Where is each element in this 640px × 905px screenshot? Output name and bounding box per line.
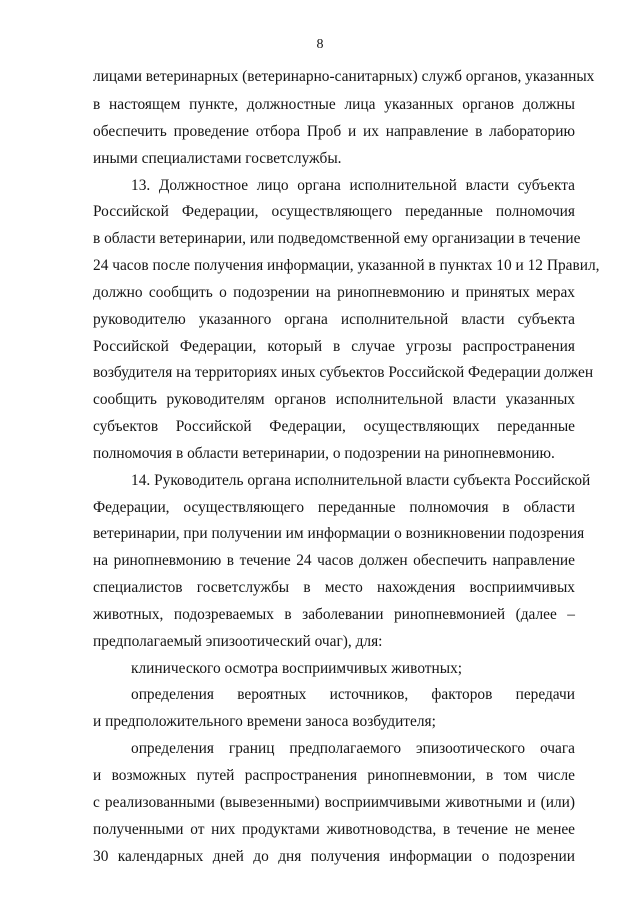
- text-line: в области ветеринарии, или подведомственной ему организации в течение: [93, 230, 581, 247]
- text-line: полномочия в области ветеринарии, о подозрении на ринопневмонию.: [93, 445, 555, 462]
- text-line: 24 часов после получения информации, указанной в пунктах 10 и 12 Правил,: [93, 257, 600, 274]
- text-line: полученными от них продуктами животноводства, в течение не менее: [93, 821, 575, 838]
- list-item-boundaries-first-line: определения границ предполагаемого эпизоотического очага: [131, 740, 575, 757]
- text-line: Российской Федерации, осуществляющего переданные полномочия: [93, 203, 575, 220]
- text-line: специалистов госветслужбы в место нахождения восприимчивых: [93, 579, 575, 596]
- text-line: возбудителя на территориях иных субъектов Российской Федерации должен: [93, 364, 594, 381]
- text-line: лицами ветеринарных (ветеринарно-санитарных) служб органов, указанных: [93, 68, 595, 85]
- text-line: на ринопневмонию в течение 24 часов должен обеспечить направление: [93, 552, 575, 569]
- paragraph-14-first-line: 14. Руководитель органа исполнительной власти субъекта Российской: [131, 472, 591, 489]
- text-line: и предположительного времени заноса возбудителя;: [93, 713, 436, 730]
- text-line: животных, подозреваемых в заболевании ринопневмонией (далее –: [93, 606, 575, 623]
- text-line: ветеринарии, при получении им информации о возникновении подозрения: [93, 525, 585, 542]
- list-item-sources-first-line: определения вероятных источников, факторов передачи: [131, 686, 575, 703]
- text-line: субъектов Российской Федерации, осуществляющих переданные: [93, 418, 575, 435]
- text-line: обеспечить проведение отбора Проб и их направление в лабораторию: [93, 123, 575, 140]
- text-line: сообщить руководителям органов исполнительной власти указанных: [93, 391, 575, 408]
- text-line: Российской Федерации, который в случае угрозы распространения: [93, 338, 575, 355]
- text-line: в настоящем пункте, должностные лица указанных органов должны: [93, 96, 575, 113]
- text-line: предполагаемый эпизоотический очаг), для:: [93, 633, 383, 650]
- text-line: с реализованными (вывезенными) восприимчивыми животными и (или): [93, 794, 575, 811]
- text-line: 30 календарных дней до дня получения информации о подозрении: [93, 848, 575, 865]
- text-line: иными специалистами госветслужбы.: [93, 150, 342, 167]
- text-line: должно сообщить о подозрении на ринопневмонию и принятых мерах: [93, 284, 575, 301]
- list-item-clinical-examination: клинического осмотра восприимчивых животных;: [131, 660, 463, 677]
- text-line: Федерации, осуществляющего переданные полномочия в области: [93, 499, 575, 516]
- paragraph-13-first-line: 13. Должностное лицо органа исполнительной власти субъекта: [131, 177, 575, 194]
- text-line: и возможных путей распространения ринопневмонии, в том числе: [93, 767, 575, 784]
- text-line: руководителю указанного органа исполнительной власти субъекта: [93, 311, 575, 328]
- page-number: 8: [316, 37, 324, 52]
